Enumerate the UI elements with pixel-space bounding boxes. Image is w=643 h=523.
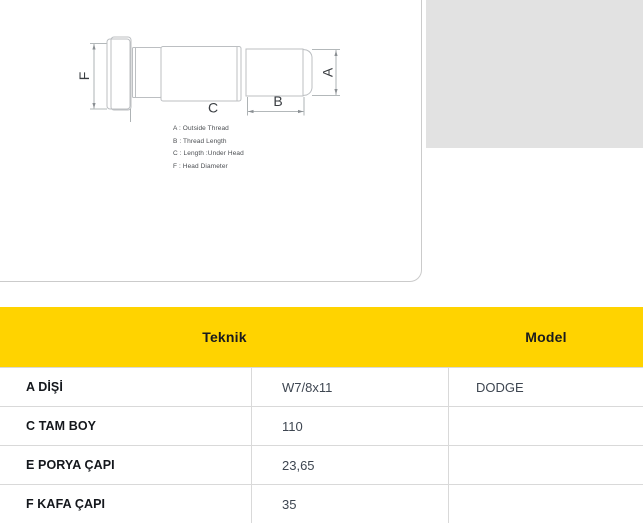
legend-item-f: F : Head Diameter	[173, 162, 228, 170]
drawing-card	[0, 0, 422, 282]
spec-model	[449, 407, 643, 445]
image-placeholder	[426, 0, 643, 148]
spec-row-e-porya-capi	[0, 445, 643, 484]
spec-label: C TAM BOY	[0, 407, 252, 445]
spec-model: DODGE	[476, 379, 524, 395]
spec-model	[449, 446, 643, 484]
spec-value: 35	[252, 485, 449, 523]
dim-label-b: B	[273, 93, 283, 109]
legend-item-b: B : Thread Length	[173, 137, 227, 145]
dim-label-c: C	[207, 99, 219, 116]
dim-f	[90, 44, 107, 110]
spec-value: W7/8x11	[252, 368, 449, 406]
dim-label-a: A	[319, 67, 336, 78]
dim-label-f: F	[76, 71, 92, 81]
stud-shank	[133, 48, 162, 98]
header-teknik: Teknik	[202, 329, 247, 345]
legend-item-c: C : Length :Under Head	[173, 150, 244, 158]
stud-head	[107, 37, 131, 110]
spec-label: A DİŞİ	[0, 368, 252, 406]
header-model: Model	[525, 329, 567, 345]
spec-value: 110	[252, 407, 449, 445]
spec-model	[449, 485, 643, 523]
spec-row-f-kafa-capi	[0, 484, 643, 523]
spec-table	[0, 307, 643, 523]
table-header	[0, 307, 643, 367]
spec-row-a-disi	[0, 367, 643, 406]
stud-thread	[246, 49, 312, 96]
legend-item-a: A : Outside Thread	[173, 125, 229, 132]
drawing-legend	[173, 123, 244, 173]
spec-label: E PORYA ÇAPI	[0, 446, 252, 484]
spec-value: 23,65	[252, 446, 449, 484]
stud-knurl-section	[161, 47, 241, 102]
spec-row-c-tam-boy	[0, 406, 643, 445]
spec-label: F KAFA ÇAPI	[0, 485, 252, 523]
